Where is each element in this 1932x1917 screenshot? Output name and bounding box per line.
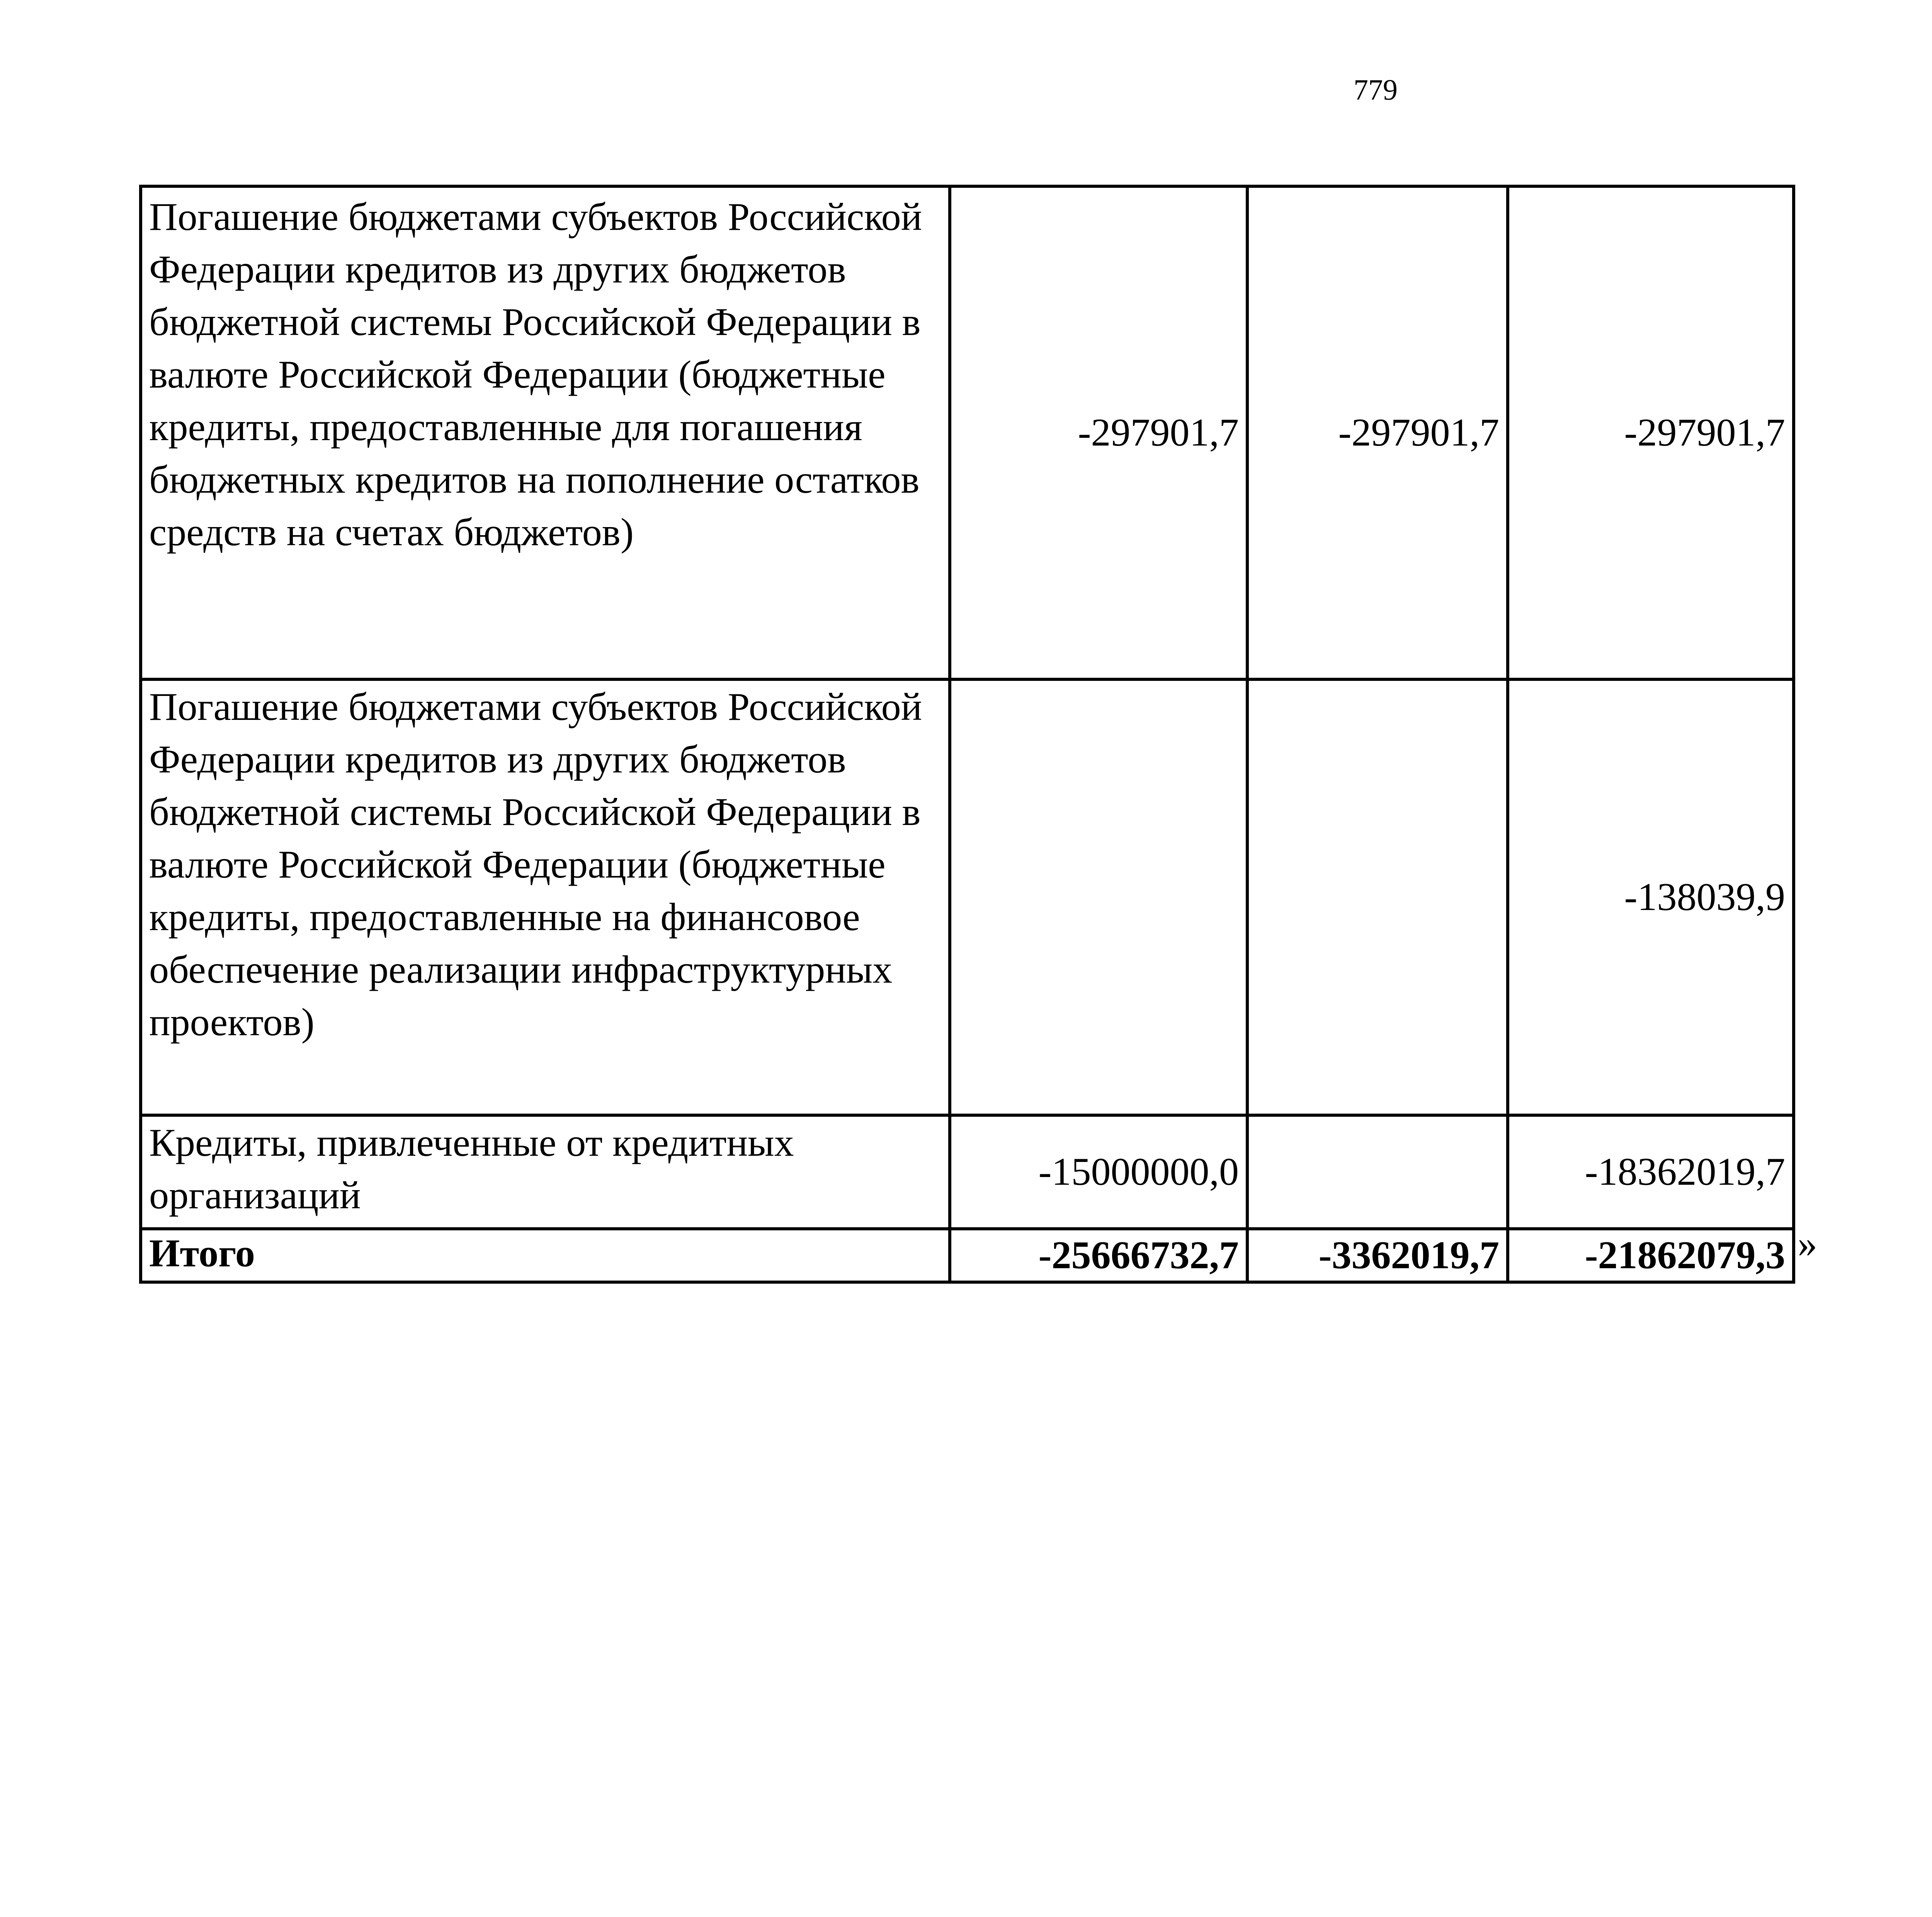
row-value-2: -297901,7 [1247, 186, 1508, 679]
row-value-3: -18362019,7 [1508, 1115, 1794, 1229]
table-row [141, 186, 1794, 679]
row-value-3: -138039,9 [1508, 679, 1794, 1115]
row-value-1 [950, 679, 1247, 1115]
table-row [141, 679, 1794, 1115]
total-row [141, 1229, 1794, 1282]
total-label: Итого [141, 1229, 950, 1282]
page-number: 779 [1354, 74, 1398, 106]
table-row [141, 1115, 1794, 1229]
row-name-cell: Погашение бюджетами субъектов Российской Федерации кредитов из других бюджетов бюджетной системы Российской Федерации в валюте Российской Федерации (бюджетные кредиты, предоставленные на финансовое обеспечение реализации инфраструктурных проектов) [141, 679, 950, 1115]
row-value-1: -297901,7 [950, 186, 1247, 679]
row-value-2 [1247, 679, 1508, 1115]
total-value-3: -21862079,3 [1508, 1229, 1794, 1282]
row-name-cell: Кредиты, привлеченные от кредитных организаций [141, 1115, 950, 1229]
total-value-1: -25666732,7 [950, 1229, 1247, 1282]
row-name-cell: Погашение бюджетами субъектов Российской Федерации кредитов из других бюджетов бюджетной системы Российской Федерации в валюте Российской Федерации (бюджетные кредиты, предоставленные для погашения бюджетных кредитов на пополнение остатков средств на счетах бюджетов) [141, 186, 950, 679]
budget-table [139, 185, 1795, 1284]
row-value-2 [1247, 1115, 1508, 1229]
closing-quote-mark: » [1798, 1222, 1817, 1266]
row-value-1: -15000000,0 [950, 1115, 1247, 1229]
row-value-3: -297901,7 [1508, 186, 1794, 679]
total-value-2: -3362019,7 [1247, 1229, 1508, 1282]
